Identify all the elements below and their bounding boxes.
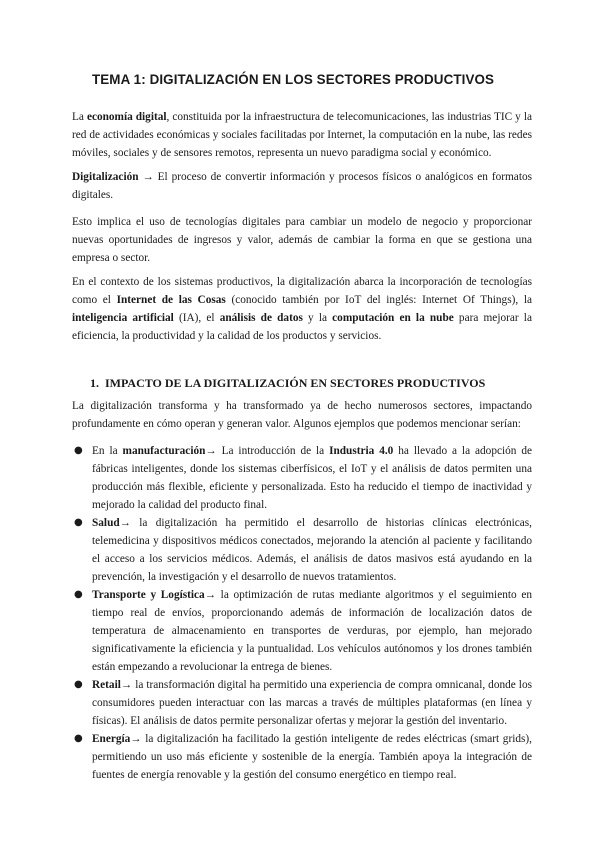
- page-title: TEMA 1: DIGITALIZACIÓN EN LOS SECTORES PRODUCTIVOS: [92, 72, 495, 87]
- list-item-retail: ● Retail→ la transformación digital ha permitido una experiencia de compra omnicanal, donde los consumidores pueden interactuar con las marcas a través de múltiples plataformas (en línea y físicas). El análisis de datos permite personalizar ofertas y mejorar la gestión del inventario.: [72, 676, 532, 730]
- list-item-transporte: ● Transporte y Logística→ la optimización de rutas mediante algoritmos y el seguimiento en tiempo real de envíos, proporcionando además de información de localización datos de temperatura de almacenamiento en transportes de verduras, por ejemplo, han mejorado significativamente la eficiencia y la puntualidad. Los vehículos autónomos y los drones también están empezando a revolucionar la entrega de bienes.: [72, 586, 532, 676]
- list-item-manufacturacion: ● En la manufacturación→ La introducción de la Industria 4.0 ha llevado a la adopción de fábricas inteligentes, donde los sistemas ciberfísicos, el IoT y el análisis de datos permiten una producción más flexible, eficiente y personalizada. Esto ha reducido el tiempo de inactividad y mejorado la calidad del producto final.: [72, 442, 532, 514]
- bullet-icon: ●: [74, 517, 83, 528]
- sector-list: [72, 442, 532, 784]
- term-ia: inteligencia artificial: [72, 312, 174, 324]
- intro-paragraph-implications: Esto implica el uso de tecnologías digitales para cambiar un modelo de negocio y proporcionar nuevas oportunidades de ingresos y valor, además de cambiar la forma en que se gestiona una empresa o sector.: [72, 216, 532, 264]
- section-intro-paragraph: La digitalización transforma y ha transformado ya de hecho numerosos sectores, impactando profundamente en cómo operan y generan valor. Algunos ejemplos que podemos mencionar serían:: [72, 400, 532, 430]
- definition-digitalizacion: Digitalización → El proceso de convertir información y procesos físicos o analógicos en formatos digitales.: [72, 171, 532, 201]
- section-heading-text: IMPACTO DE LA DIGITALIZACIÓN EN SECTORES PRODUCTIVOS: [105, 376, 486, 390]
- term-nube: computación en la nube: [332, 312, 454, 324]
- intro-paragraph-context: En el contexto de los sistemas productivos, la digitalización abarca la incorporación de tecnologías como el Internet de las Cosas (conocido también por IoT del inglés: Internet Of Things), la inteligencia artificial (IA), el análisis de datos y la computación en la nube para mejorar la eficiencia, la productividad y la calidad de los productos y servicios.: [72, 276, 533, 342]
- section-number: 1.: [90, 376, 99, 390]
- list-item-salud: ● Salud→ la digitalización ha permitido el desarrollo de historias clínicas electrónicas, telemedicina y dispositivos médicos conectados, mejorando la atención al paciente y facilitando el acceso a los servicios médicos. Además, el análisis de datos masivos está ayudando en la prevención, la investigación y el desarrollo de nuevos tratamientos.: [72, 514, 532, 586]
- intro-paragraph-economia-digital: La economía digital, constituida por la infraestructura de telecomunicaciones, las industrias TIC y la red de actividades económicas y sociales facilitadas por Internet, la computación en la nube, las redes móviles, sociales y de sensores remotos, representa un nuevo paradigma social y económico.: [72, 111, 532, 159]
- term-digitalizacion: Digitalización: [72, 171, 139, 183]
- term-iot: Internet de las Cosas: [116, 294, 226, 306]
- bullet-icon: ●: [74, 589, 83, 600]
- term-analisis-datos: análisis de datos: [219, 312, 303, 324]
- list-item-energia: ● Energía→ la digitalización ha facilitado la gestión inteligente de redes eléctricas (smart grids), permitiendo un uso más eficiente y sostenible de la energía. También apoya la integración de fuentes de energía renovable y la gestión del consumo energético en tiempo real.: [72, 730, 532, 784]
- term-economia-digital: economía digital: [86, 111, 167, 123]
- bullet-icon: ●: [74, 445, 83, 456]
- section-heading: [90, 376, 485, 391]
- bullet-icon: ●: [74, 679, 83, 690]
- bullet-icon: ●: [74, 733, 83, 744]
